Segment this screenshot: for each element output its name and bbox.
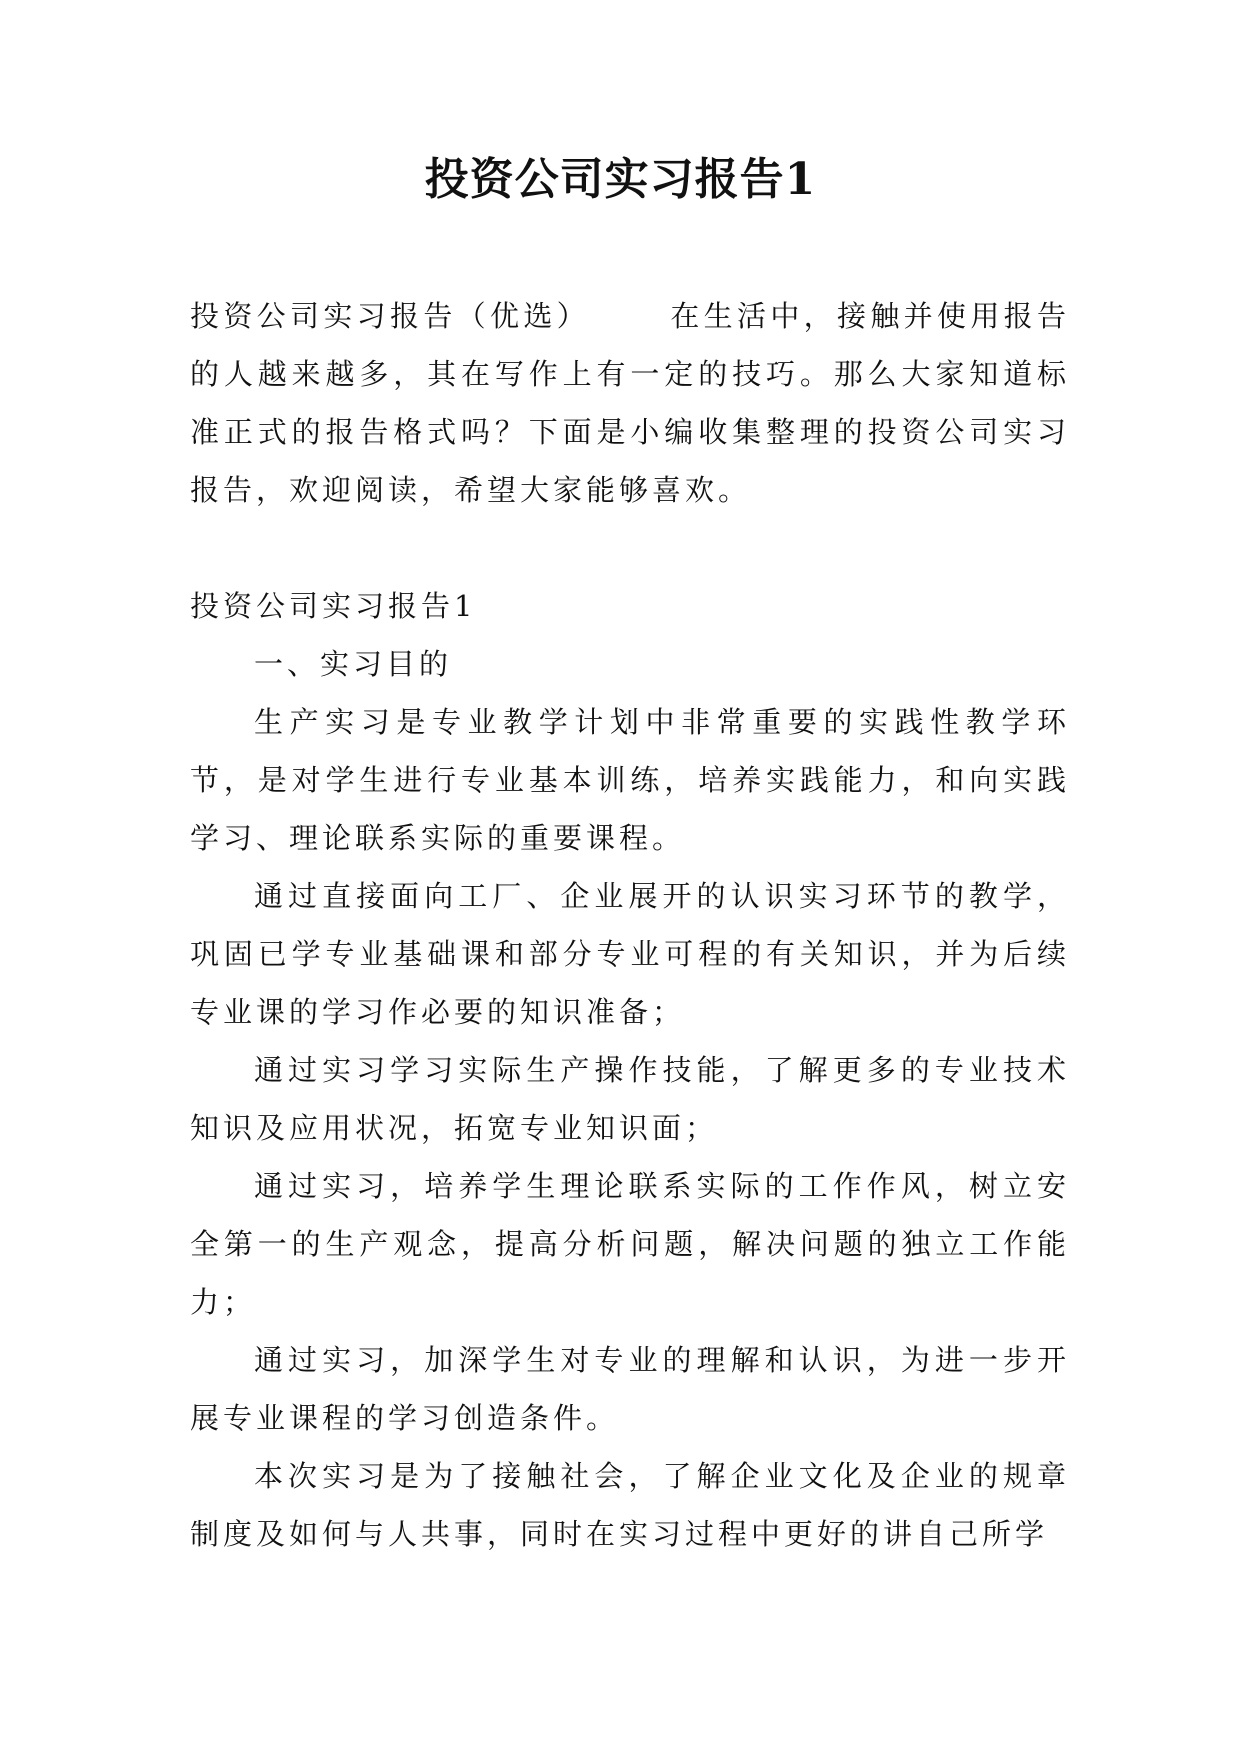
heading-purpose: 一、实习目的	[254, 647, 453, 681]
intro-label: 投资公司实习报告（优选）	[190, 299, 590, 333]
intro-paragraph	[190, 287, 1070, 519]
body-paragraph: 生产实习是专业教学计划中非常重要的实践性教学环节，是对学生进行专业基本训练，培养实践能力，和向实践学习、理论联系实际的重要课程。	[190, 705, 1070, 855]
body-paragraph: 通过实习，加深学生对专业的理解和认识，为进一步开展专业课程的学习创造条件。	[190, 1343, 1070, 1435]
body-paragraph: 本次实习是为了接触社会，了解企业文化及企业的规章制度及如何与人共事，同时在实习过程中更好的讲自己所学	[190, 1459, 1070, 1551]
intro-text: 在生活中，接触并使用报告的人越来越多，其在写作上有一定的技巧。那么大家知道标准正式的报告格式吗？下面是小编收集整理的投资公司实习报告，欢迎阅读，希望大家能够喜欢。	[190, 299, 1070, 507]
document-title: 投资公司实习报告1	[424, 154, 817, 205]
section-title: 投资公司实习报告1	[190, 589, 477, 623]
document-body	[190, 287, 1070, 1563]
body-paragraph: 通过实习，培养学生理论联系实际的工作作风，树立安全第一的生产观念，提高分析问题，解决问题的独立工作能力；	[190, 1169, 1070, 1319]
body-paragraph: 通过直接面向工厂、企业展开的认识实习环节的教学，巩固已学专业基础课和部分专业可程的有关知识，并为后续专业课的学习作必要的知识准备；	[190, 879, 1070, 1029]
body-paragraph: 通过实习学习实际生产操作技能，了解更多的专业技术知识及应用状况，拓宽专业知识面；	[190, 1053, 1070, 1145]
